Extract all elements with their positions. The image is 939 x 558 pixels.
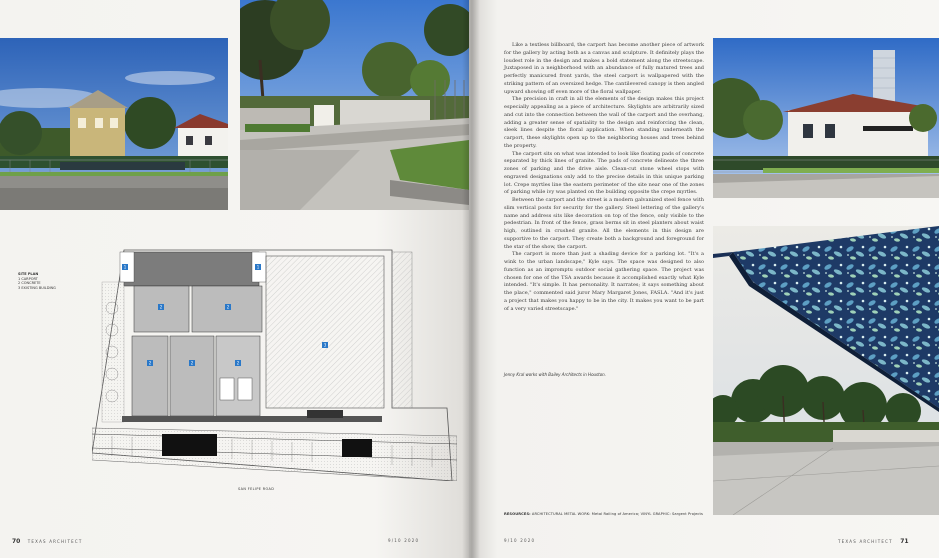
photo-house-exterior	[0, 38, 228, 210]
resources-label: RESOURCES:	[504, 512, 531, 516]
article-body	[504, 42, 704, 313]
legend-item: 3 EXISTING BUILDING	[18, 285, 56, 290]
plan-marker: 2	[190, 360, 194, 366]
right-folio	[838, 538, 909, 545]
left-folio-issue: 9/10 2020	[388, 538, 420, 543]
plan-marker: 2	[159, 304, 163, 310]
plan-marker: 2	[226, 304, 230, 310]
plan-marker: 1	[123, 264, 127, 270]
photo-driveway	[240, 0, 469, 210]
left-folio-title: TEXAS ARCHITECT	[27, 539, 83, 544]
site-plan-title: SITE PLAN	[18, 272, 39, 276]
article-paragraph: The carport sits on what was intended to look like floating pads of concrete separated by thick lines of granite. The pads of concrete delineate the three zones of parking and the drive aisle. Clean-cut stone wheel stops with engraved designations only add to the precise details in this unique parking lot. Crepe myrtles line the eastern perimeter of the site near one of the zones of parking while ivy was planted on the building opposite the crepe myrtles.	[504, 150, 704, 196]
photo-carport-canopy	[713, 226, 939, 515]
plan-marker: 3	[323, 342, 327, 348]
article-paragraph: The precision in craft in all the elements of the design makes this project especially appealing as a piece of architecture. Skylights are arbitrarily sized and cut into the connection between the wall of the carport and the overhang, adding a greater sense of spatiality to the design and reinforcing the clean, sleek lines despite the floral application. When standing underneath the carport, these skylights open up to the neighboring houses and trees behind the property.	[504, 96, 704, 149]
article-paragraph: Between the carport and the street is a modern galvanized steel fence with slim vertical posts for security for the gallery. Steel lettering of the gallery's name and address sits like decoration on top of the fence, only visible to the pedestrian. In front of the fence, grass berms sit in steel planters about waist high, outlined in crushed granite. All the elements in this design are supportive to the carport. They create both a background and foreground for the star of the show, the carport.	[504, 197, 704, 250]
article-paragraph: The carport is more than just a shading device for a parking lot. "It's a wink to the urban landscape," Kyle says. The space was designed to also function as an impromptu outdoor social gathering space. The project was chosen for one of the TSA awards because it accomplished exactly what Kyle intended. "It's simple. It has personality. It narrates; it says something about the place," commented said juror Mary Margaret Jones, FASLA. "And it's just a project that makes you happy to be in the city. It makes you want to be part of a very varied streetscape."	[504, 251, 704, 312]
left-folio	[12, 538, 83, 545]
right-folio-issue: 9/10 2020	[504, 538, 536, 543]
site-plan-legend	[18, 272, 56, 290]
plan-marker: 1	[256, 264, 260, 270]
book-gutter	[462, 0, 480, 558]
photo-street-view	[713, 38, 939, 198]
road-label: SAN FELIPE ROAD	[238, 487, 275, 491]
legend-item: 1 CARPORT	[18, 276, 38, 281]
legend-item: 2 CONCRETE	[18, 281, 41, 285]
resources-text: ARCHITECTURAL METAL WORK: Metal Railing of America; VINYL GRAPHIC: Sargent Projects	[531, 512, 703, 516]
author-byline: Jenny Kral works with Bailey Architects in Houston.	[504, 372, 606, 377]
plan-marker: 2	[236, 360, 240, 366]
right-folio-title: TEXAS ARCHITECT	[838, 539, 893, 544]
plan-marker: 2	[148, 360, 152, 366]
right-page-number: 71	[900, 538, 909, 545]
left-page-number: 70	[12, 538, 21, 545]
article-paragraph: Like a textless billboard, the carport has become another piece of artwork for the gallery by acting both as a canvas and sculpture. It definitely plays the loudest role in the design and makes a bold statement along the streetscape. Juxtaposed in a neighborhood with an abundance of fully matured trees and perfectly manicured front yards, the steel carport is wallpapered with the striking pattern of an oversized hedge. The cantilevered canopy is then angled upward showing off even more of the floral wallpaper.	[504, 42, 704, 95]
resources-credit	[504, 512, 724, 516]
site-plan-drawing	[92, 238, 457, 481]
